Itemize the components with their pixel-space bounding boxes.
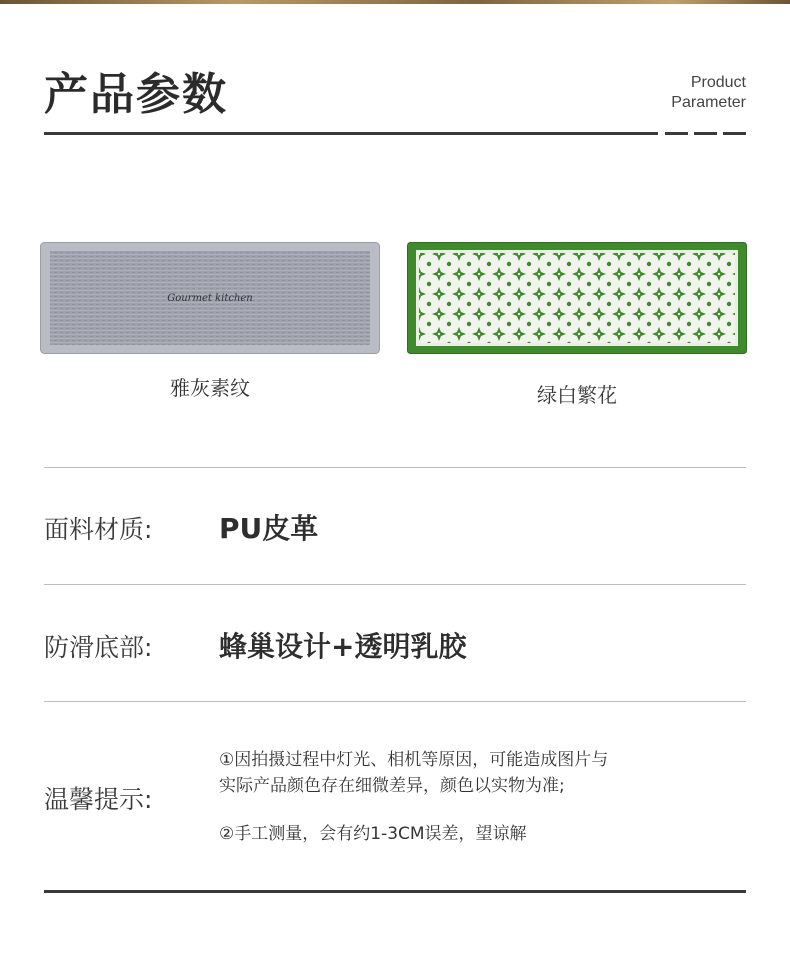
header-underline — [44, 132, 658, 135]
notice-line-2: 实际产品颜色存在细微差异，颜色以实物为准; — [219, 776, 565, 796]
material-label: 面料材质: — [44, 515, 153, 544]
bottom-divider — [44, 890, 746, 893]
anti-slip-value: 蜂巢设计+透明乳胶 — [219, 630, 467, 663]
page-title: 产品参数 — [44, 69, 228, 120]
notice-line-3: ②手工测量，会有约1-3CM误差，望谅解 — [219, 824, 527, 844]
notice-label: 温馨提示: — [44, 785, 153, 814]
product-label-grey: 雅灰素纹 — [170, 376, 250, 400]
top-decorative-strip — [0, 0, 790, 4]
notice-line-1: ①因拍摄过程中灯光、相机等原因，可能造成图片与 — [219, 750, 609, 770]
page-subtitle — [671, 73, 746, 113]
section-divider — [44, 701, 746, 702]
product-label-green: 绿白繁花 — [537, 383, 617, 407]
header-dash — [665, 132, 688, 135]
header-dash — [723, 132, 746, 135]
section-divider — [44, 584, 746, 585]
mat-brand-script: Gourmet kitchen — [167, 293, 253, 304]
subtitle-line-2: Parameter — [671, 94, 746, 111]
notice-text — [219, 747, 608, 847]
grey-mat-image — [40, 242, 380, 354]
subtitle-line-1: Product — [690, 74, 746, 91]
header-dash — [694, 132, 717, 135]
section-divider — [44, 467, 746, 468]
green-floral-mat-image — [407, 242, 747, 354]
anti-slip-label: 防滑底部: — [44, 633, 153, 662]
material-value: PU皮革 — [219, 512, 319, 545]
